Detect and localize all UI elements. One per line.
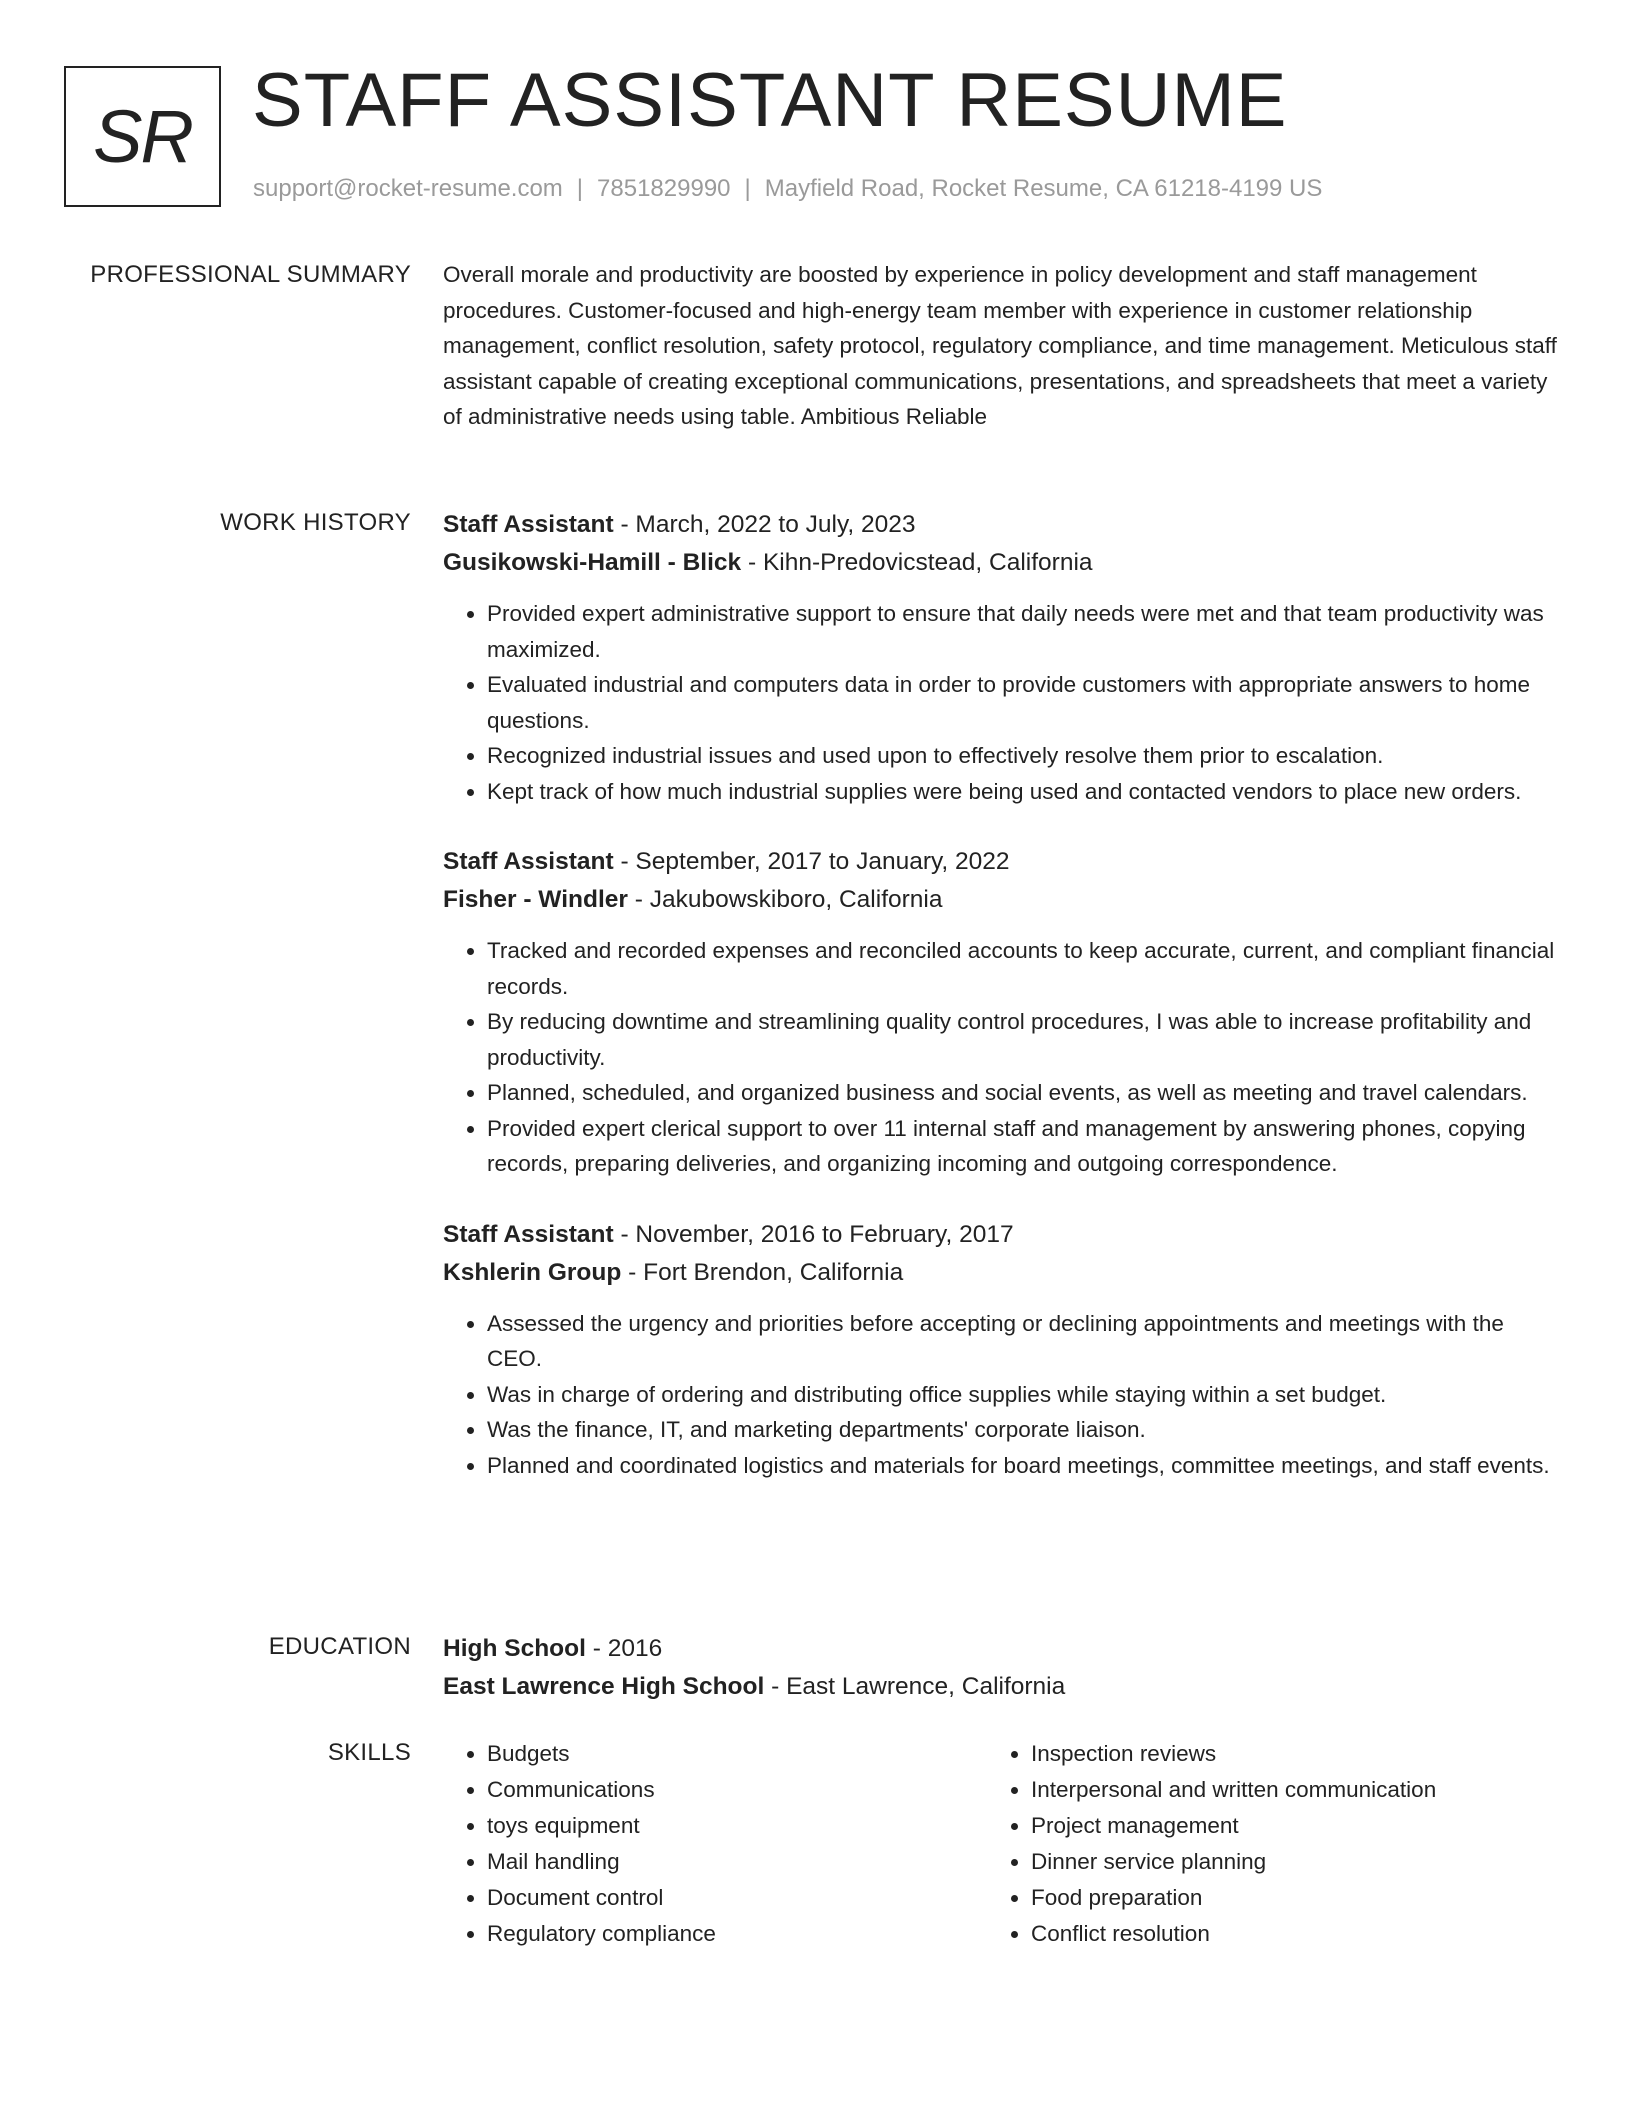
skill-item: • Conflict resolution xyxy=(1031,1916,1531,1952)
job-company-line xyxy=(443,1254,1558,1292)
page-title: STAFF ASSISTANT RESUME xyxy=(252,58,1288,143)
education-degree-line xyxy=(443,1630,1558,1668)
education-year: - 2016 xyxy=(585,1635,663,1662)
job-bullet: • Tracked and recorded expenses and reconciled accounts to keep accurate, current, and compliant financial records. xyxy=(487,933,1558,1004)
education-school: East Lawrence High School xyxy=(443,1673,765,1700)
job-bullet: • Provided expert clerical support to over 11 internal staff and management by answering phones, copying records, preparing deliveries, and organizing incoming and outgoing correspondence. xyxy=(487,1111,1558,1182)
job-bullet: • Kept track of how much industrial supplies were being used and contacted vendors to place new orders. xyxy=(487,774,1558,810)
job-title: Staff Assistant xyxy=(443,511,614,538)
job-title: Staff Assistant xyxy=(443,848,614,875)
education-location: - East Lawrence, California xyxy=(764,1673,1066,1700)
job-entry xyxy=(443,843,1558,1182)
skill-item: • Communications xyxy=(487,1772,987,1808)
skill-item: • Budgets xyxy=(487,1736,987,1772)
skill-item: • Project management xyxy=(1031,1808,1531,1844)
work-history-heading: WORK HISTORY xyxy=(220,509,411,536)
job-bullet: • Was in charge of ordering and distributing office supplies while staying within a set budget. xyxy=(487,1377,1558,1413)
skills-list-right xyxy=(987,1736,1531,1952)
job-bullet: • Planned, scheduled, and organized business and social events, as well as meeting and travel calendars. xyxy=(487,1075,1558,1111)
education-degree: High School xyxy=(443,1635,586,1662)
education-heading: EDUCATION xyxy=(268,1633,411,1660)
job-bullet: • Planned and coordinated logistics and materials for board meetings, committee meetings, and staff events. xyxy=(487,1448,1558,1484)
job-bullet: • Evaluated industrial and computers data in order to provide customers with appropriate answers to home questions. xyxy=(487,667,1558,738)
skill-item: • toys equipment xyxy=(487,1808,987,1844)
job-dates: - March, 2022 to July, 2023 xyxy=(613,511,916,538)
job-company-line xyxy=(443,881,1558,919)
contact-phone: 7851829990 xyxy=(597,175,731,202)
job-bullet: • By reducing downtime and streamlining quality control procedures, I was able to increase profitability and productivity. xyxy=(487,1004,1558,1075)
skill-item: • Inspection reviews xyxy=(1031,1736,1531,1772)
job-title-line xyxy=(443,843,1558,881)
job-location: - Kihn-Predovicstead, California xyxy=(741,549,1093,576)
skill-item: • Food preparation xyxy=(1031,1880,1531,1916)
job-location: - Fort Brendon, California xyxy=(621,1258,904,1286)
summary-heading: PROFESSIONAL SUMMARY xyxy=(90,261,411,288)
job-entry xyxy=(443,506,1558,809)
job-title-line xyxy=(443,1216,1558,1254)
job-company: Kshlerin Group xyxy=(443,1258,622,1286)
skill-item: • Interpersonal and written communication xyxy=(1031,1772,1531,1808)
job-dates: - November, 2016 to February, 2017 xyxy=(613,1220,1014,1248)
job-bullet: • Assessed the urgency and priorities before accepting or declining appointments and meetings with the CEO. xyxy=(487,1306,1558,1377)
job-bullet: • Provided expert administrative support to ensure that daily needs were met and that team productivity was maximized. xyxy=(487,596,1558,667)
skills-list-left xyxy=(443,1736,987,1952)
summary-text: Overall morale and productivity are boosted by experience in policy development and staff management procedures. Customer-focused and high-energy team member with experience in customer relationship management, conflict resolution, safety protocol, regulatory compliance, and time management. Meticulous staff assistant capable of creating exceptional communications, presentations, and spreadsheets that meet a variety of administrative needs using table. Ambitious Reliable xyxy=(443,262,1557,429)
contact-email: support@rocket-resume.com xyxy=(253,175,563,202)
skill-item: • Regulatory compliance xyxy=(487,1916,987,1952)
job-dates: - September, 2017 to January, 2022 xyxy=(613,848,1010,875)
education-school-line xyxy=(443,1668,1558,1706)
skill-item: • Document control xyxy=(487,1880,987,1916)
job-bullet: • Recognized industrial issues and used upon to effectively resolve them prior to escalation. xyxy=(487,738,1558,774)
monogram-logo: SR xyxy=(64,66,221,207)
job-bullets xyxy=(443,1306,1558,1484)
job-company: Gusikowski-Hamill - Blick xyxy=(443,549,742,576)
job-location: - Jakubowskiboro, California xyxy=(627,886,943,913)
job-company-line xyxy=(443,544,1558,582)
job-company: Fisher - Windler xyxy=(443,886,628,913)
job-bullets xyxy=(443,596,1558,809)
job-entry xyxy=(443,1216,1558,1484)
work-history-body xyxy=(443,506,1558,1483)
skills-columns xyxy=(443,1736,1558,1952)
contact-separator: | xyxy=(744,175,751,202)
contact-address: Mayfield Road, Rocket Resume, CA 61218-4199 US xyxy=(764,175,1323,202)
skill-item: • Dinner service planning xyxy=(1031,1844,1531,1880)
job-bullets xyxy=(443,933,1558,1182)
education-body xyxy=(443,1630,1558,1706)
skills-heading: SKILLS xyxy=(327,1739,411,1766)
job-title: Staff Assistant xyxy=(443,1220,614,1248)
job-title-line xyxy=(443,506,1558,544)
job-bullet: • Was the finance, IT, and marketing departments' corporate liaison. xyxy=(487,1412,1558,1448)
skills-body xyxy=(443,1736,1558,1952)
summary-body xyxy=(443,258,1558,435)
contact-separator: | xyxy=(576,175,584,202)
skill-item: • Mail handling xyxy=(487,1844,987,1880)
contact-line xyxy=(253,172,1322,206)
